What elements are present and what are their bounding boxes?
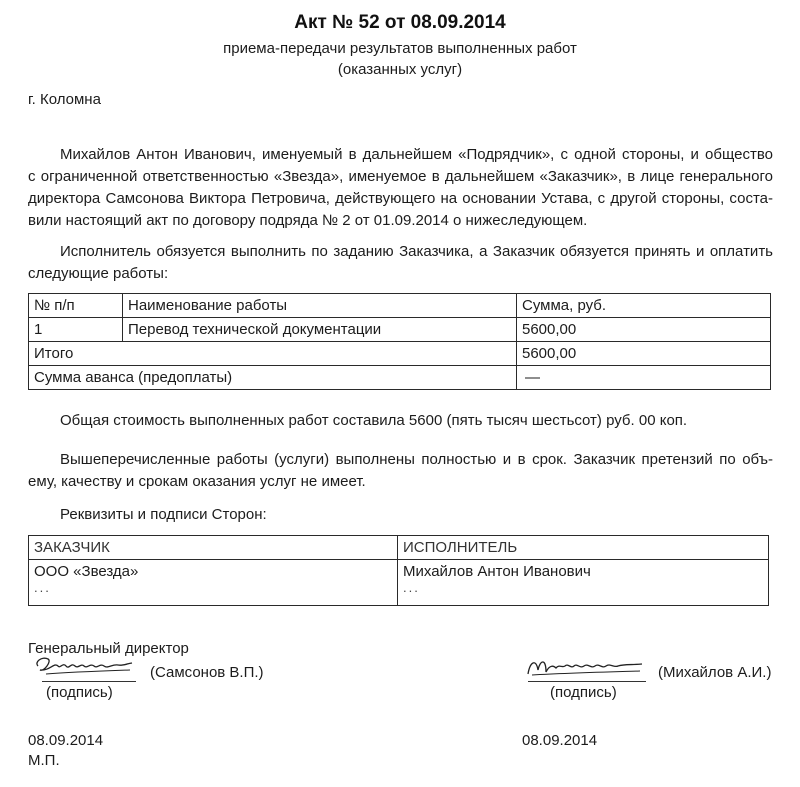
customer-dots: ...: [34, 580, 51, 595]
document-title: Акт № 52 от 08.09.2014: [294, 12, 506, 33]
contractor-name: Михайлов Антон Иванович: [403, 563, 591, 580]
advance-row: [29, 366, 771, 390]
total-row: [29, 342, 771, 366]
works-table: [28, 293, 771, 390]
document-subtitle: приема-передачи результатов выполненных работ: [223, 40, 577, 57]
intro-line: Михайлов Антон Иванович, именуемый в дальнейшем «Подрядчик», с одной стороны, и общество: [60, 146, 773, 163]
customer-name: ООО «Звезда»: [34, 563, 139, 580]
contractor-date: 08.09.2014: [522, 732, 598, 749]
customer-signature-line: [42, 681, 136, 682]
completion-line: ему, качеству и срокам оказания услуг не имеет.: [28, 473, 366, 490]
header-num: № п/п: [29, 294, 123, 318]
cell-name: Перевод технической документации: [123, 318, 517, 342]
obligation-paragraph: [28, 241, 773, 285]
customer-signature-caption: (подпись): [46, 684, 113, 701]
city: г. Коломна: [28, 91, 101, 108]
advance-label: Сумма аванса (предоплаты): [29, 366, 517, 390]
cell-num: 1: [29, 318, 123, 342]
intro-line: директора Самсонова Виктора Петровича, действующего на основании Устава, с другой стороны, соста-: [28, 190, 773, 207]
parties-details-row: [29, 560, 769, 606]
customer-date: 08.09.2014: [28, 732, 104, 749]
intro-line: вили настоящий акт по договору подряда № 2 от 01.09.2014 о нижеследующем.: [28, 212, 588, 229]
contractor-signature: [522, 652, 650, 682]
header-sum: Сумма, руб.: [517, 294, 771, 318]
stamp-mark: М.П.: [28, 752, 60, 769]
parties-table: [28, 535, 769, 606]
contractor-heading: ИСПОЛНИТЕЛЬ: [398, 536, 769, 560]
obligation-line: Исполнитель обязуется выполнить по заданию Заказчика, а Заказчик обязуется принять и оплатить: [60, 243, 773, 260]
customer-details: [29, 560, 398, 606]
table-header-row: [29, 294, 771, 318]
total-value: 5600,00: [517, 342, 771, 366]
total-label: Итого: [29, 342, 517, 366]
advance-value: —: [517, 366, 771, 390]
intro-line: с ограниченной ответственностью «Звезда», именуемое в дальнейшем «Заказчик», в лице генерального: [28, 168, 773, 185]
contractor-signatory-name: (Михайлов А.И.): [658, 664, 772, 681]
intro-paragraph: [28, 144, 773, 232]
document-subtitle-note: (оказанных услуг): [337, 61, 463, 78]
completion-paragraph: [28, 449, 773, 493]
parties-header-row: [29, 536, 769, 560]
obligation-line: следующие работы:: [28, 265, 169, 282]
table-row: [29, 318, 771, 342]
contractor-signature-caption: (подпись): [550, 684, 617, 701]
customer-position: Генеральный директор: [28, 640, 189, 657]
contractor-signature-line: [528, 681, 646, 682]
contractor-details: [398, 560, 769, 606]
completion-line: Вышеперечисленные работы (услуги) выполнены полностью и в срок. Заказчик претензий по объ-: [60, 451, 773, 468]
contractor-dots: ...: [403, 580, 420, 595]
header-name: Наименование работы: [123, 294, 517, 318]
total-cost-text: Общая стоимость выполненных работ составила 5600 (пять тысяч шестьсот) руб. 00 коп.: [60, 412, 688, 429]
customer-signatory-name: (Самсонов В.П.): [150, 664, 264, 681]
customer-signature: [32, 652, 138, 682]
cell-sum: 5600,00: [517, 318, 771, 342]
requisites-heading: Реквизиты и подписи Сторон:: [60, 506, 267, 523]
customer-heading: ЗАКАЗЧИК: [29, 536, 398, 560]
